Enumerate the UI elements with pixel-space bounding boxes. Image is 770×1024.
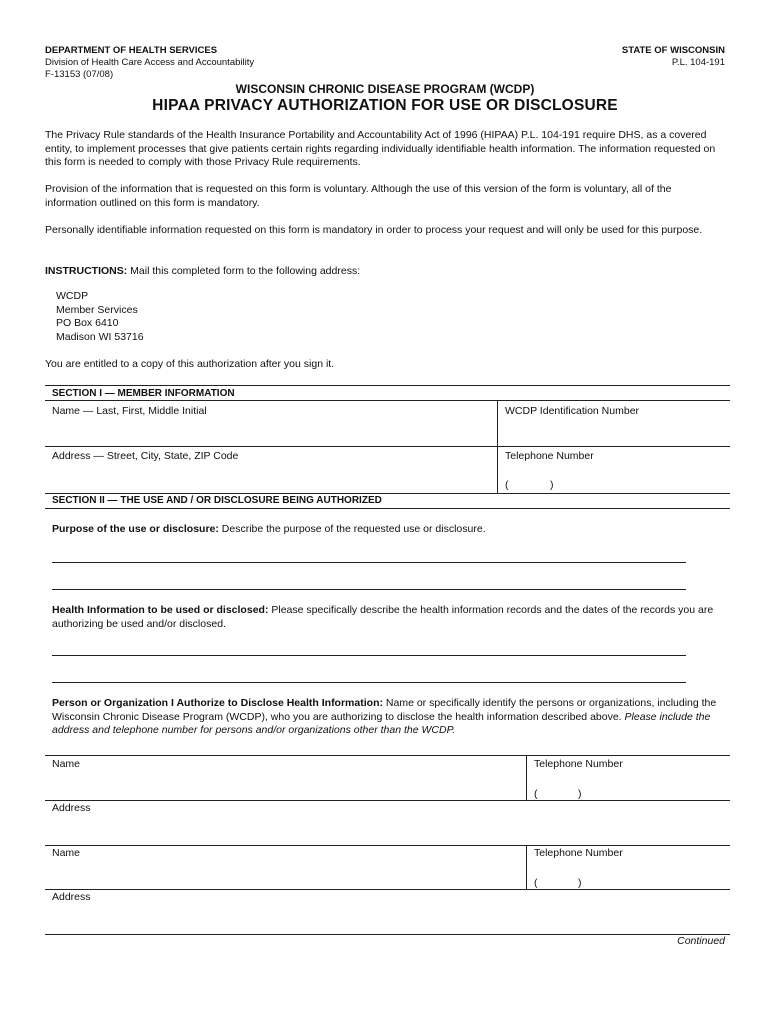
form-title: HIPAA PRIVACY AUTHORIZATION FOR USE OR DISCLOSURE — [152, 97, 618, 114]
continued-note: Continued — [677, 935, 725, 947]
intro-paragraph-2: Provision of the information that is requested on this form is voluntary. Although the use of this version of the form is voluntary, all of the information outlined on this form is mandatory. — [45, 183, 672, 209]
discloser-telephone-field-1[interactable]: Telephone Number — [534, 758, 623, 770]
discloser-address-field-1[interactable]: Address — [52, 802, 91, 814]
member-address-field[interactable]: Address — Street, City, State, ZIP Code — [52, 450, 239, 462]
member-telephone-field[interactable]: Telephone Number — [505, 450, 594, 462]
divider — [45, 934, 730, 935]
division-name: Division of Health Care Access and Accountability — [45, 57, 255, 68]
area-code-close: ) — [578, 788, 582, 800]
person-org-label: Person or Organization I Authorize to Disclose Health Information: — [52, 697, 383, 709]
area-code-open: ( — [534, 877, 538, 889]
purpose-label: Purpose of the use or disclosure: — [52, 523, 219, 535]
health-info-prompt — [52, 604, 722, 631]
member-name-field[interactable]: Name — Last, First, Middle Initial — [52, 405, 207, 417]
address-line: Madison WI 53716 — [56, 330, 144, 343]
purpose-line-1[interactable] — [52, 562, 686, 563]
column-divider — [526, 755, 527, 800]
copy-note: You are entitled to a copy of this authorization after you sign it. — [45, 358, 335, 370]
divider — [45, 493, 730, 494]
purpose-line-2[interactable] — [52, 589, 686, 590]
department-name: DEPARTMENT OF HEALTH SERVICES — [45, 45, 218, 56]
instructions — [45, 265, 725, 279]
health-info-line-2[interactable] — [52, 682, 686, 683]
area-code-close: ) — [578, 877, 582, 889]
instructions-text: Mail this completed form to the following address: — [127, 265, 361, 277]
area-code-open: ( — [505, 479, 509, 491]
person-org-note: Please include the address and telephone number for persons and/or organizations other than the WCDP. — [52, 710, 711, 736]
discloser-name-field-1[interactable]: Name — [52, 758, 81, 770]
law-reference: P.L. 104-191 — [671, 57, 725, 68]
discloser-address-field-2[interactable]: Address — [52, 891, 91, 903]
person-org-prompt — [52, 697, 727, 738]
purpose-text: Describe the purpose of the requested use or disclosure. — [218, 523, 486, 535]
program-title: WISCONSIN CHRONIC DISEASE PROGRAM (WCDP) — [235, 82, 535, 96]
state-name: STATE OF WISCONSIN — [621, 45, 725, 56]
header-right — [622, 45, 725, 69]
divider — [45, 508, 730, 509]
address-line: Member Services — [56, 303, 138, 316]
wcdp-id-field[interactable]: WCDP Identification Number — [505, 405, 640, 417]
health-info-line-1[interactable] — [52, 655, 686, 656]
header-left — [45, 45, 254, 81]
section-1-heading: SECTION I — MEMBER INFORMATION — [52, 388, 235, 399]
discloser-telephone-field-2[interactable]: Telephone Number — [534, 847, 623, 859]
column-divider — [526, 845, 527, 890]
health-info-label: Health Information to be used or disclosed: — [52, 604, 269, 616]
purpose-prompt — [52, 523, 722, 537]
intro-paragraph-1: The Privacy Rule standards of the Health Insurance Portability and Accountability Act of 1996 (HIPAA) P.L. 104-191 require DHS, as a covered entity, to implement processes that give patients certain rights regarding individually identifiable health information. The information requested on this form is needed to comply with those Privacy Rule requirements. — [45, 129, 716, 168]
divider — [45, 845, 730, 846]
divider — [45, 385, 730, 386]
address-line: WCDP — [56, 290, 89, 302]
person-org-text: Name or specifically identify the persons or organizations, including the Wisconsin Chronic Disease Program (WCDP), who you are authorizing to disclose the health information described above. — [52, 697, 717, 723]
divider — [45, 446, 730, 447]
address-line: PO Box 6410 — [56, 317, 119, 330]
divider — [45, 755, 730, 756]
section-2-heading: SECTION II — THE USE AND / OR DISCLOSURE BEING AUTHORIZED — [52, 495, 382, 506]
discloser-name-field-2[interactable]: Name — [52, 847, 81, 859]
divider — [45, 800, 730, 801]
area-code-close: ) — [550, 479, 554, 491]
instructions-label: INSTRUCTIONS: — [45, 265, 128, 277]
health-info-text: Please specifically describe the health information records and the dates of the records you are authorizing be used and/or disclosed. — [52, 604, 714, 630]
intro-paragraph-3: Personally identifiable information requested on this form is mandatory in order to process your request and will only be used for this purpose. — [45, 224, 703, 236]
area-code-open: ( — [534, 788, 538, 800]
divider — [45, 889, 730, 890]
divider — [45, 400, 730, 401]
mailing-address — [56, 290, 144, 344]
form-number: F-13153 (07/08) — [45, 69, 114, 80]
